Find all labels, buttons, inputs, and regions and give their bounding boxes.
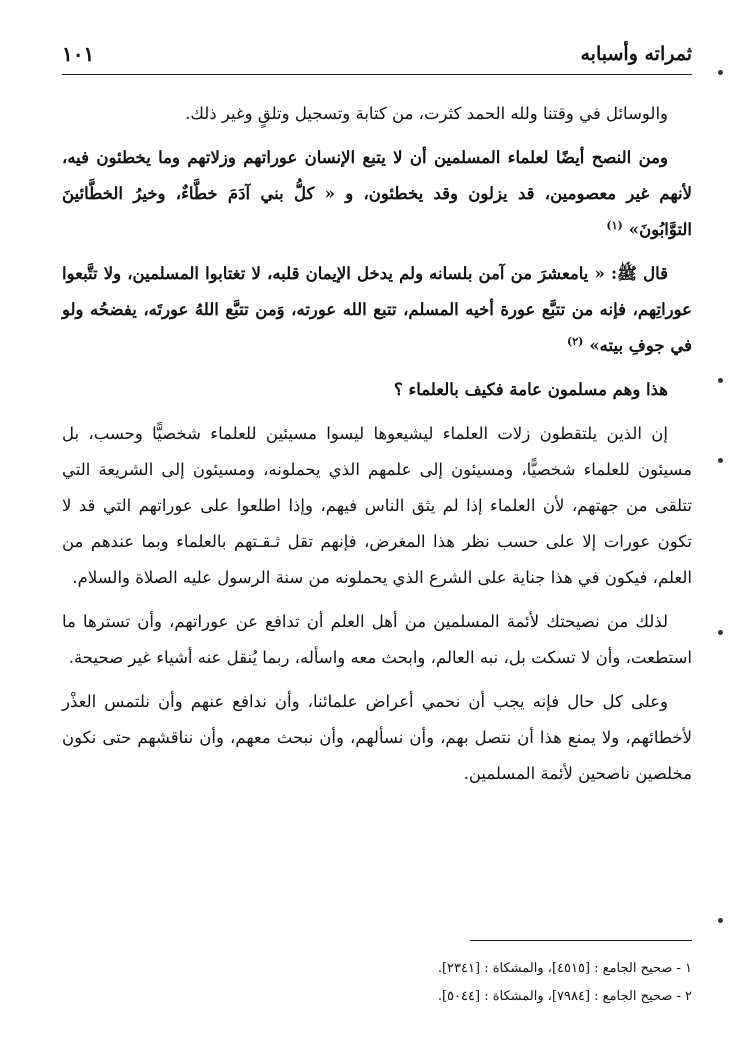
margin-mark [718,378,723,383]
footnote-ref: (٢) [566,334,584,348]
footnote-item: ٢ - صحيح الجامع : [٧٩٨٤]، والمشكاة : [٥٠٤٤]. [437,989,692,1004]
hadith-paragraph: قال ﷺ: « يامعشرَ من آمن بلسانه ولم يدخل الإيمان قلبه، لا تغتابوا المسلمين، ولا تتَّبعوا عوراتِهم، فإنه من تتبَّع عورة أخيه المسلم، تتبع الله عورته، وَمن تتبَّع اللهُ عورتَه، يفضحُه ولو في جوفِ بيته»$^{(٢)}$ [62,264,692,355]
margin-mark [718,630,723,635]
footnote-ref: (١) [606,218,623,232]
paragraph: إن الذين يلتقطون زلات العلماء ليشيعوها ليسوا مسيئين للعلماء شخصيًّا وحسب، بل مسيئون للعلماء شخصيًّا، ومسيئون إلى علمهم الذي يحملونه، ومسيئون إلى الشريعة التي تتلقى من جهتهم، لأن العلماء إذا لم يثق الناس فيهم، وإذا اطلعوا على عوراتهم التي قد لا تكون عورات إلا على حسب نظر هذا المغرض، فإنهم تقل ثـقـتهم بالعلماء وبما عندهم من العلم، فيكون في هذا جناية على الشرع الذي يحملونه من سنة الرسول عليه الصلاة والسلام. [62,424,692,587]
main-text [62,96,692,800]
header-divider [62,74,692,75]
page-header [62,40,692,70]
footnote-divider [470,940,692,941]
paragraph: وعلى كل حال فإنه يجب أن نحمي أعراض علمائنا، وأن ندافع عنهم وأن نلتمس العذْر لأخطائهم، ولا يمنع هذا أن نتصل بهم، وأن نسألهم، وأن نبحث معهم، وأن نناقشهم حتى نكون مخلصين ناصحين لأئمة المسلمين. [62,692,692,783]
footnotes [62,955,692,1011]
paragraph: لذلك من نصيحتك لأئمة المسلمين من أهل العلم أن تدافع عن عوراتهم، وأن تسترها ما استطعت، وأن لا تسكت بل، نبه العالم، وابحث معه واسأله، ربما يُنقل عنه أشياء غير صحيحة. [62,612,692,667]
paragraph: ومن النصح أيضًا لعلماء المسلمين أن لا يتبع الإنسان عوراتهم وزلاتهم وما يخطئون فيه، لأنهم غير معصومين، قد يزلون وقد يخطئون، و « كلُّ بني آدَمَ خطَّاءٌ، وخيرُ الخطَّائينَ التوَّابُونَ»$^{(١)}$ [62,148,692,239]
running-title: ثمراته وأسبابه [580,43,692,65]
margin-mark [718,918,723,923]
margin-mark [718,70,723,75]
paragraph: هذا وهم مسلمون عامة فكيف بالعلماء ؟ [393,380,668,399]
footnote-item: ١ - صحيح الجامع : [٤٥١٥]، والمشكاة : [٢٣٤١]. [437,961,692,976]
paragraph: والوسائل في وقتنا ولله الحمد كثرت، من كتابة وتسجيل وتلقٍ وغير ذلك. [185,104,668,123]
margin-mark [718,458,723,463]
page-number: ١٠١ [62,42,95,66]
